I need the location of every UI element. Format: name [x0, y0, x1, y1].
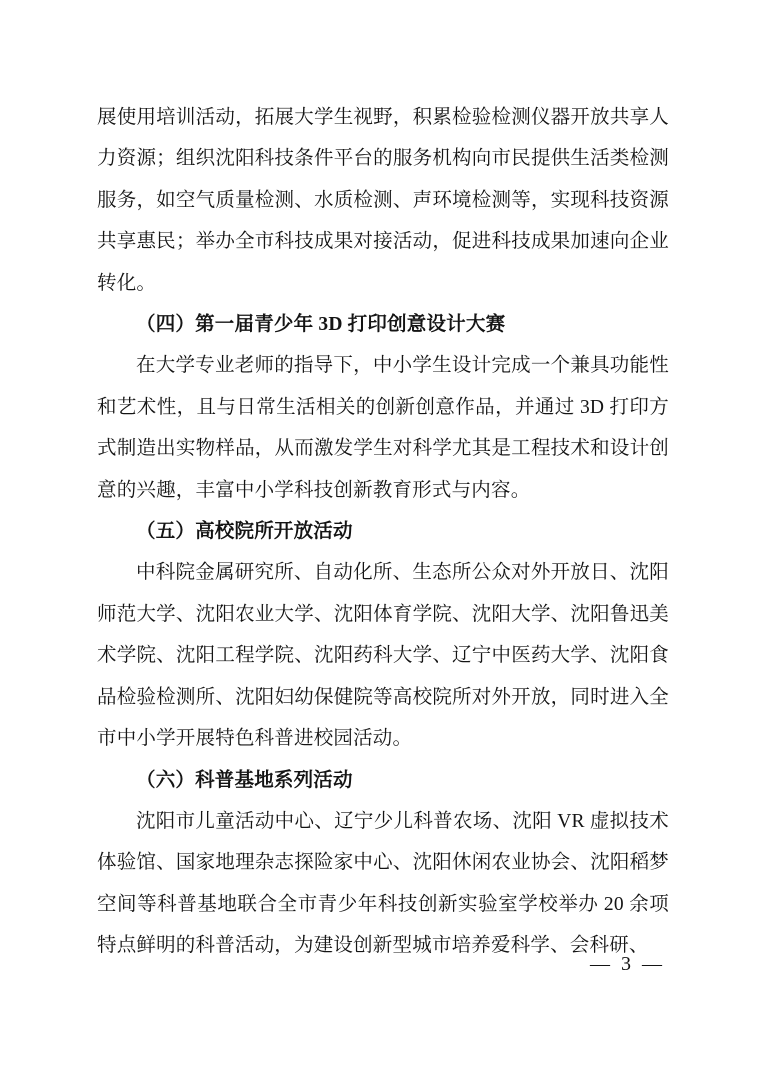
body-paragraph-continued: 展使用培训活动，拓展大学生视野，积累检验检测仪器开放共享人力资源；组织沈阳科技条件平台的服务机构向市民提供生活类检测服务，如空气质量检测、水质检测、声环境检测等，实现科技资源共享惠民；举办全市科技成果对接活动，促进科技成果加速向企业转化。	[97, 107, 669, 294]
section-heading-5: （五）高校院所开放活动	[136, 521, 353, 543]
section-heading-6: （六）科普基地系列活动	[136, 769, 353, 791]
body-paragraph-section-4: 在大学专业老师的指导下，中小学生设计完成一个兼具功能性和艺术性，且与日常生活相关的创新创意作品，并通过 3D 打印方式制造出实物样品，从而激发学生对科学尤其是工程技术和设计创意的兴趣，丰富中小学科技创新教育形式与内容。	[97, 355, 669, 501]
section-heading-4: （四）第一届青少年 3D 打印创意设计大赛	[136, 314, 506, 336]
body-paragraph-section-6: 沈阳市儿童活动中心、辽宁少儿科普农场、沈阳 VR 虚拟技术体验馆、国家地理杂志探险家中心、沈阳休闲农业协会、沈阳稻梦空间等科普基地联合全市青少年科技创新实验室学校举办 20 余项特点鲜明的科普活动，为建设创新型城市培养爱科学、会科研、	[97, 810, 669, 957]
body-paragraph-section-5: 中科院金属研究所、自动化所、生态所公众对外开放日、沈阳师范大学、沈阳农业大学、沈阳体育学院、沈阳大学、沈阳鲁迅美术学院、沈阳工程学院、沈阳药科大学、辽宁中医药大学、沈阳食品检验检测所、沈阳妇幼保健院等高校院所对外开放，同时进入全市中小学开展特色科普进校园活动。	[97, 562, 669, 750]
page-number: — 3 —	[590, 953, 665, 975]
document-body	[97, 97, 669, 967]
